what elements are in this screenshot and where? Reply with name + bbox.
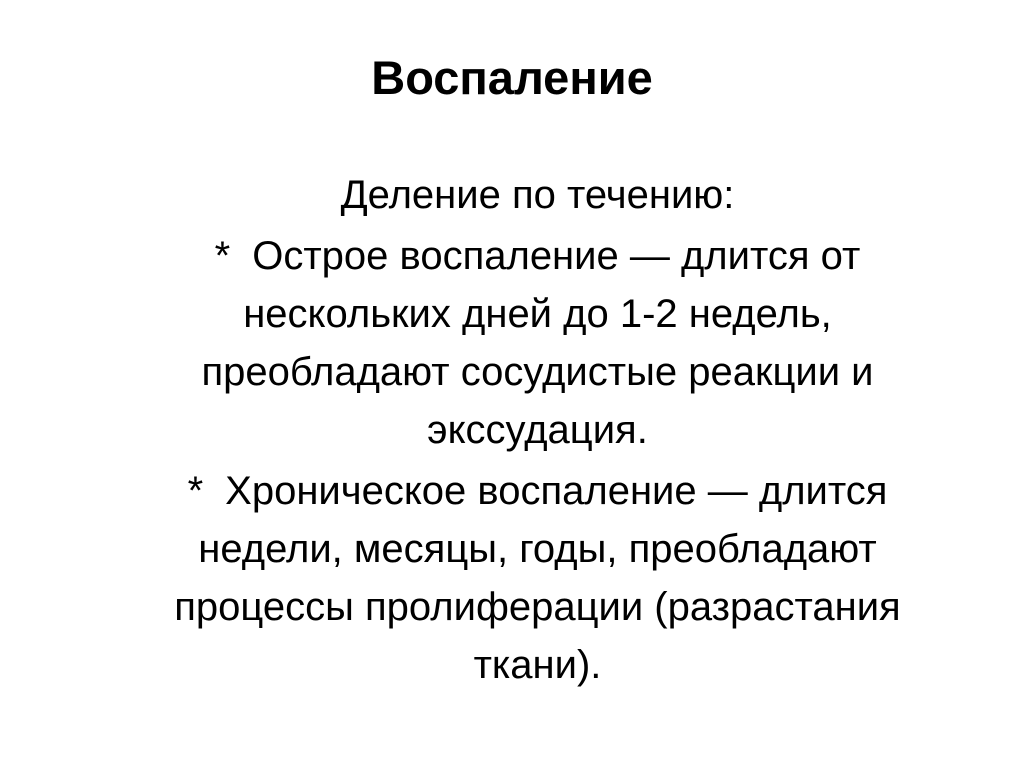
bullet-line	[0, 227, 1024, 285]
item-text-line: нескольких дней до 1-2 недель,	[243, 292, 832, 336]
bullet-asterisk: *	[214, 234, 231, 278]
item-text-line: ткани).	[473, 643, 602, 687]
item-text-line: экссудация.	[427, 408, 648, 452]
item-text-line: Хроническое воспаление — длится	[225, 469, 888, 513]
item-text-line: Острое воспаление — длится от	[252, 234, 861, 278]
intro-line: Деление по течению:	[340, 173, 735, 217]
intro-text	[0, 166, 1024, 224]
bullet-line	[0, 462, 1024, 520]
slide-body	[0, 166, 1024, 694]
bullet-asterisk: *	[187, 469, 204, 513]
bullet-item-chronic	[0, 462, 1024, 694]
item-text-line: преобладают сосудистые реакции и	[201, 350, 874, 394]
item-text-line: недели, месяцы, годы, преобладают	[198, 527, 877, 571]
slide-title: Воспаление	[371, 51, 653, 104]
bullet-item-acute	[0, 227, 1024, 459]
item-text-line: процессы пролиферации (разрастания	[174, 585, 901, 629]
